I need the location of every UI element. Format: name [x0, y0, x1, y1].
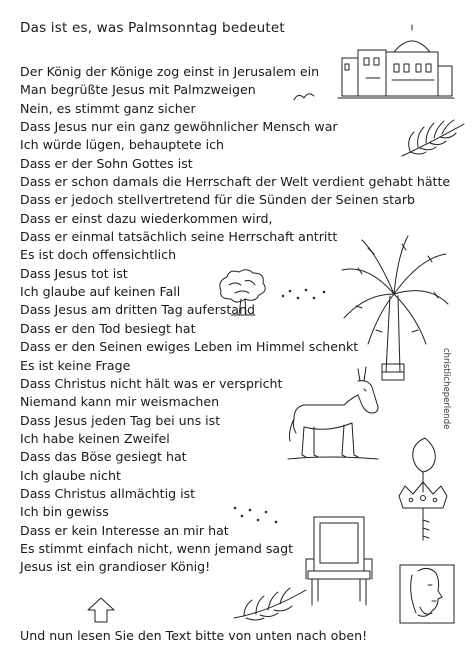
poem-line: Dass er einmal tatsächlich seine Herrschaft antritt	[20, 229, 338, 245]
page-title: Das ist es, was Palmsonntag bedeutet	[20, 20, 285, 36]
poem-line: Dass er kein Interesse an mir hat	[20, 522, 229, 538]
poem-line: Dass Jesus tot ist	[20, 265, 128, 281]
poem-line: Es stimmt einfach nicht, wenn jemand sagt	[20, 540, 294, 556]
poem-line: Dass er jedoch stellvertretend für die Sünden der Seinen starb	[20, 192, 415, 208]
poem-line: Niemand kann mir weismachen	[20, 394, 220, 410]
poem-line: Es ist doch offensichtlich	[20, 247, 177, 263]
poem-line: Dass er schon damals die Herrschaft der Welt verdient gehabt hätte	[20, 174, 451, 190]
poem-line: Jesus ist ein grandioser König!	[20, 559, 211, 575]
poem-line: Ich würde lügen, behauptete ich	[20, 137, 225, 153]
palm-branch-illustration	[232, 582, 308, 624]
bird-illustration	[292, 90, 316, 104]
poem-line: Dass Jesus jeden Tag bei uns ist	[20, 412, 221, 428]
dots-decoration	[280, 286, 334, 306]
footer-instruction: Und nun lesen Sie den Text bitte von unten nach oben!	[20, 628, 368, 643]
poem-line: Dass Jesus nur ein ganz gewöhnlicher Mensch war	[20, 119, 338, 135]
jesus-portrait-illustration	[398, 563, 456, 625]
poem-line: Nein, es stimmt ganz sicher	[20, 100, 196, 116]
poem-line: Ich glaube nicht	[20, 467, 121, 483]
poem-line: Dass das Böse gesiegt hat	[20, 449, 187, 465]
donkey-illustration	[288, 365, 384, 463]
poem-line: Man begrüßte Jesus mit Palmzweigen	[20, 82, 256, 98]
poem-line: Dass er der Sohn Gottes ist	[20, 155, 193, 171]
poem-line: Dass Jesus am dritten Tag auferstand	[20, 302, 255, 318]
throne-illustration	[304, 513, 374, 609]
key-crown-illustration	[393, 436, 453, 546]
poem-line: Dass er einst dazu wiederkommen wird,	[20, 210, 273, 226]
poem-line: Dass Christus nicht hält was er verspricht	[20, 375, 283, 391]
poem-line: Ich bin gewiss	[20, 504, 109, 520]
poem-line: Dass er den Tod besiegt hat	[20, 320, 196, 336]
poem-line: Dass Christus allmächtig ist	[20, 485, 196, 501]
tree-illustration	[215, 267, 269, 319]
city-illustration	[336, 20, 456, 100]
palm-tree-illustration	[338, 234, 450, 384]
dots-decoration	[232, 502, 280, 528]
poem-line: Dass er den Seinen ewiges Leben im Himmel schenkt	[20, 339, 359, 355]
arrow-up-icon	[86, 596, 116, 624]
poem-line: Der König der Könige zog einst in Jerusalem ein	[20, 64, 320, 79]
poem-line: Ich glaube auf keinen Fall	[20, 284, 181, 300]
poem-line: Es ist keine Frage	[20, 357, 131, 373]
palm-branch-illustration	[398, 118, 468, 160]
poem-line: Ich habe keinen Zweifel	[20, 430, 170, 446]
watermark: christlicheperlende	[441, 348, 451, 430]
